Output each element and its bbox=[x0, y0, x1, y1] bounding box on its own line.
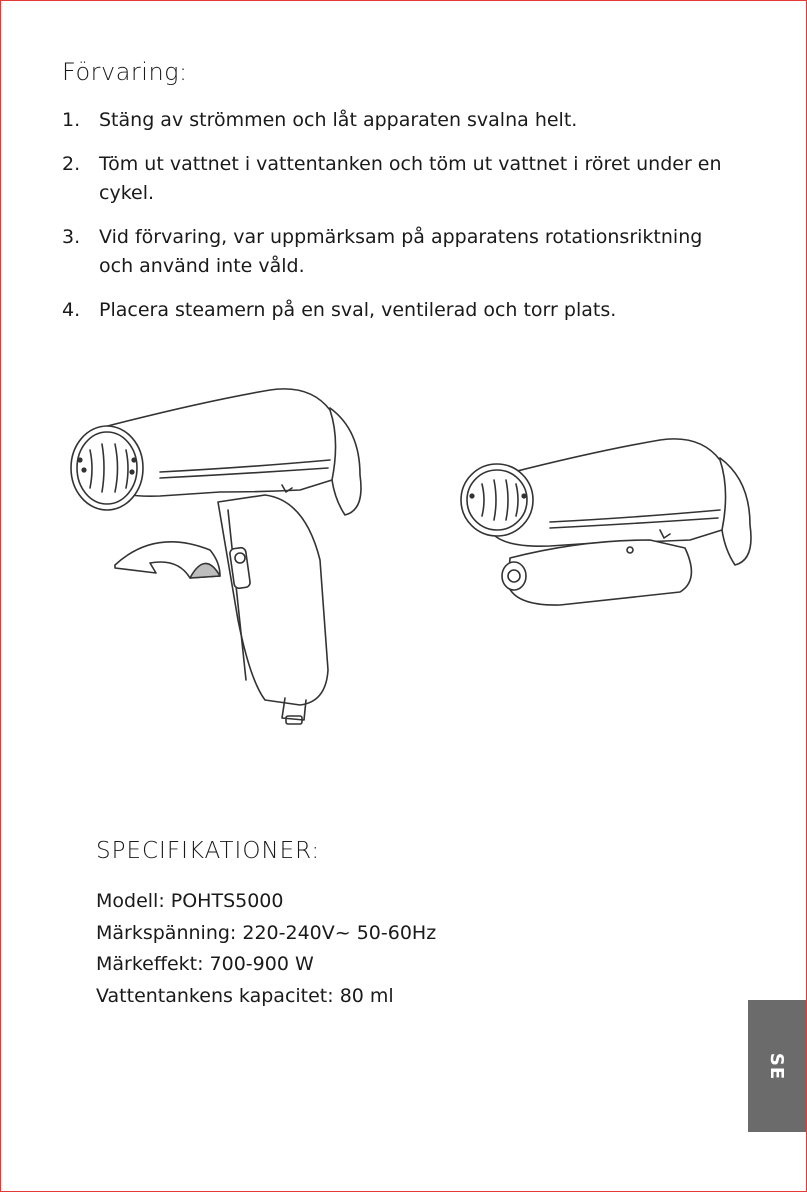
language-label: SE bbox=[766, 1052, 788, 1080]
step-text: Vid förvaring, var uppmärksam på apparatens rotationsriktning och använd inte våld. bbox=[99, 226, 703, 277]
spec-voltage: Märkspänning: 220-240V~ 50-60Hz bbox=[96, 921, 437, 944]
specifications-heading: SPECIFIKATIONER: bbox=[96, 838, 321, 864]
step-item bbox=[62, 150, 742, 208]
step-number: 1. bbox=[62, 109, 81, 131]
step-number: 4. bbox=[62, 299, 81, 321]
spec-power: Märkeffekt: 700-900 W bbox=[96, 953, 314, 975]
steamer-unfolded-icon bbox=[71, 389, 361, 724]
steamer-folded-icon bbox=[461, 439, 751, 605]
step-text: Placera steamern på en sval, ventilerad och torr plats. bbox=[99, 299, 617, 321]
step-item bbox=[62, 223, 742, 281]
specifications-list bbox=[96, 886, 436, 1012]
storage-steps bbox=[62, 106, 742, 340]
step-number: 2. bbox=[62, 153, 81, 175]
step-item bbox=[62, 296, 742, 325]
language-tab bbox=[748, 1000, 806, 1132]
storage-heading: Förvaring: bbox=[62, 58, 188, 86]
spec-model: Modell: POHTS5000 bbox=[96, 890, 284, 912]
step-text: Töm ut vattnet i vattentanken och töm ut vattnet i röret under en cykel. bbox=[99, 153, 722, 204]
step-number: 3. bbox=[62, 226, 81, 248]
steamer-illustration bbox=[60, 380, 760, 740]
step-item bbox=[62, 106, 742, 135]
step-text: Stäng av strömmen och låt apparaten svalna helt. bbox=[99, 109, 578, 131]
spec-tank-capacity: Vattentankens kapacitet: 80 ml bbox=[96, 984, 394, 1007]
